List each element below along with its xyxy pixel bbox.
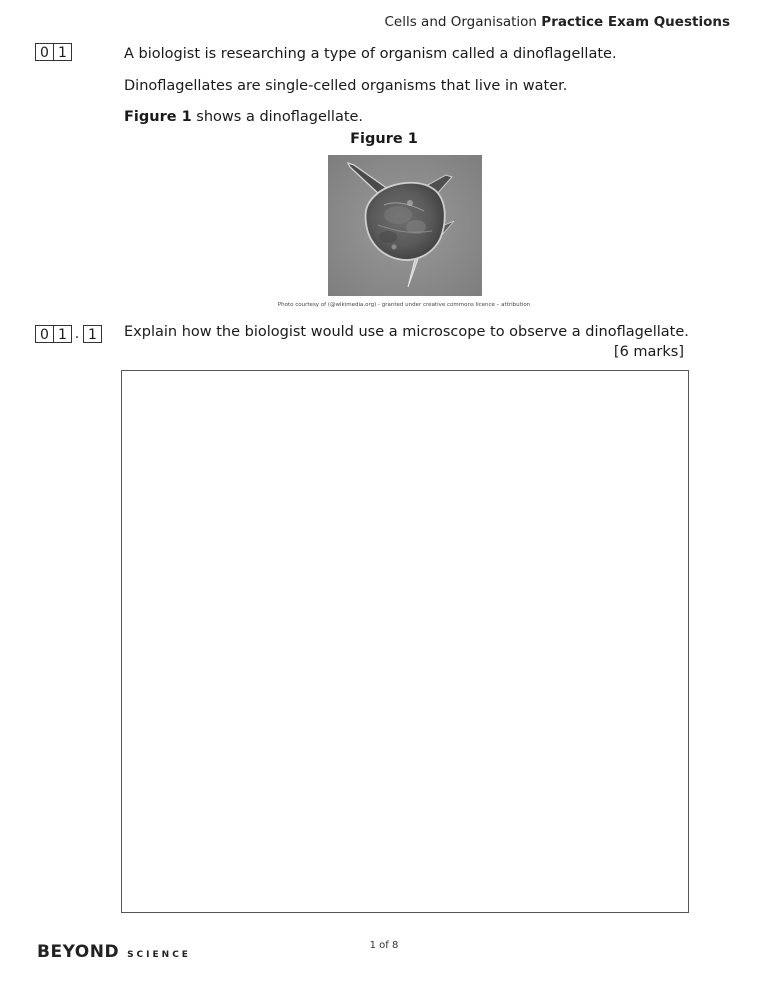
figure-reference-rest: shows a dinoflagellate. [191, 109, 364, 125]
subquestion-digit-2: 1 [53, 325, 72, 343]
figure-reference-bold: Figure 1 [124, 109, 192, 125]
question-digit-2: 1 [53, 43, 72, 61]
dinoflagellate-micrograph-icon [328, 155, 482, 296]
figure-reference [124, 109, 363, 125]
question-intro-line2: Dinoflagellates are single-celled organisms that live in water. [124, 78, 568, 94]
subquestion-digit-1: 0 [35, 325, 54, 343]
logo-sub: SCIENCE [127, 950, 191, 960]
photo-credit: Photo courtesy of (@wikimedia.org) - granted under creative commons licence – attribution [277, 302, 531, 308]
subquestion-number [35, 325, 101, 343]
marks-label: [6 marks] [613, 344, 684, 360]
answer-box[interactable] [121, 370, 689, 913]
figure-title: Figure 1 [350, 131, 418, 147]
header-type: Practice Exam Questions [541, 14, 730, 30]
subquestion-text: Explain how the biologist would use a microscope to observe a dinoflagellate. [124, 324, 689, 340]
question-digit-1: 0 [35, 43, 54, 61]
question-number [35, 43, 71, 61]
subquestion-digit-3: 1 [83, 325, 102, 343]
page-header [384, 14, 730, 30]
page-number: 1 of 8 [369, 940, 399, 951]
logo-main: BEYOND [37, 942, 120, 962]
question-intro-line1: A biologist is researching a type of organism called a dinoflagellate. [124, 46, 617, 62]
dinoflagellate-photo [328, 155, 482, 296]
subquestion-separator: . [74, 326, 80, 342]
header-topic: Cells and Organisation [384, 14, 537, 30]
